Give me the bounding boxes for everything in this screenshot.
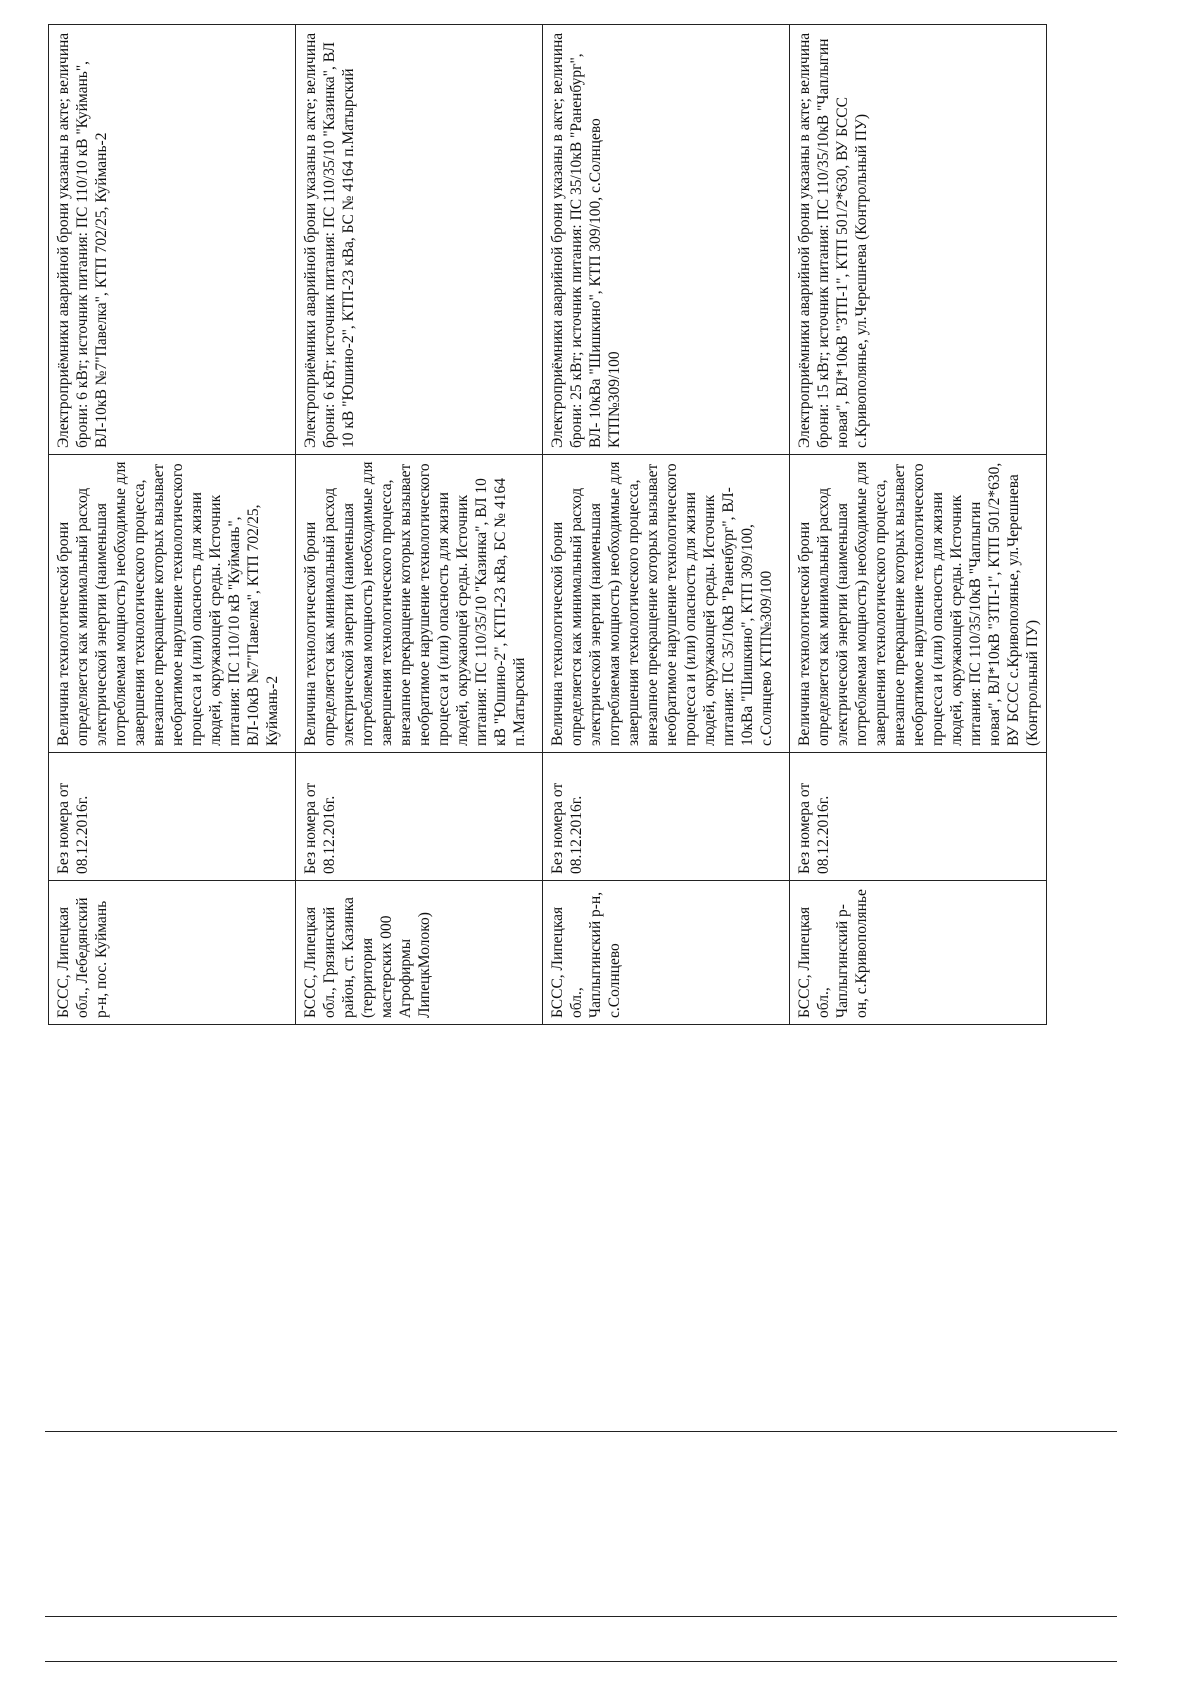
page-rule bbox=[45, 1431, 1117, 1432]
emergency-reserve-cell: Электроприёмники аварийной брони указаны в акте; величина брони: 25 кВт; источник питания: ПС 35/10кВ "Раненбург", ВЛ- 10кВа "Шишкино", КТП 309/100, с.Солнцево КТП№309/100 bbox=[543, 25, 790, 455]
address-cell: БССС, Липецкая обл., Чаплыгинский р-н, с.Солнцево bbox=[543, 881, 790, 1025]
emergency-reserve-cell: Электроприёмники аварийной брони указаны в акте; величина брони: 15 кВт; источник питания: ПС 110/35/10кВ "Чаплыгин новая", ВЛ*10кВ "ЗТП-1", КТП 501/2*630, ВУ БССС с.Кривополянье, ул.Черешнева (Контрольный ПУ) bbox=[790, 25, 1047, 455]
tech-reserve-cell: Величина технологической брони определяется как минимальный расход электрической энергии (наименьшая потребляемая мощность) необходимые для завершения технологического процесса, внезапное прекращение которых вызывает необратимое нарушение технологического процесса и (или) опасность для жизни людей, окружающей среды. Источник питания: ПС 35/10кВ "Раненбург", ВЛ- 10кВа "Шишкино", КТП 309/100, с.Солнцево КТП№309/100 bbox=[543, 455, 790, 753]
table-row bbox=[790, 25, 1047, 1025]
reserve-table bbox=[48, 24, 1047, 1025]
page-rule bbox=[45, 1616, 1117, 1617]
table-row bbox=[49, 25, 296, 1025]
table-row bbox=[296, 25, 543, 1025]
emergency-reserve-cell: Электроприёмники аварийной брони указаны в акте; величина брони: 6 кВт; источник питания: ПС 110/10 кВ "Куймань", ВЛ-10кВ №7"Павелка", КТП 702/25, Куймань-2 bbox=[49, 25, 296, 455]
address-cell: БССС, Липецкая обл., Грязинский район, ст. Казинка (территория мастерских 000 Агрофирмы ЛипецкМолоко) bbox=[296, 881, 543, 1025]
table-row bbox=[543, 25, 790, 1025]
tech-reserve-cell: Величина технологической брони определяется как минимальный расход электрической энергии (наименьшая потребляемая мощность) необходимые для завершения технологического процесса, внезапное прекращение которых вызывает необратимое нарушение технологического процесса и (или) опасность для жизни людей, окружающей среды. Источник питания: ПС 110/35/10 "Казинка", ВЛ 10 кВ "Юшино-2", КТП-23 кВа, БС № 4164 п.Матырский bbox=[296, 455, 543, 753]
emergency-reserve-cell: Электроприёмники аварийной брони указаны в акте; величина брони: 6 кВт; источник питания: ПС 110/35/10 "Казинка", ВЛ 10 кВ "Юшино-2", КТП-23 кВа, БС № 4164 п.Матырский bbox=[296, 25, 543, 455]
document-cell: Без номера от 08.12.2016г. bbox=[296, 753, 543, 881]
document-cell: Без номера от 08.12.2016г. bbox=[790, 753, 1047, 881]
tech-reserve-cell: Величина технологической брони определяется как минимальный расход электрической энергии (наименьшая потребляемая мощность) необходимые для завершения технологического процесса, внезапное прекращение которых вызывает необратимое нарушение технологического процесса и (или) опасность для жизни людей, окружающей среды. Источник питания: ПС 110/10 кВ "Куймань", ВЛ-10кВ №7"Павелка", КТП 702/25, Куймань-2 bbox=[49, 455, 296, 753]
address-cell: БССС, Липецкая обл., Лебедянский р-н, пос. Куймань bbox=[49, 881, 296, 1025]
page-rule bbox=[45, 1661, 1117, 1662]
document-cell: Без номера от 08.12.2016г. bbox=[543, 753, 790, 881]
tech-reserve-cell: Величина технологической брони определяется как минимальный расход электрической энергии (наименьшая потребляемая мощность) необходимые для завершения технологического процесса, внезапное прекращение которых вызывает необратимое нарушение технологического процесса и (или) опасность для жизни людей, окружающей среды. Источник питания: ПС 110/35/10кВ "Чаплыгин новая", ВЛ*10кВ "ЗТП-1", КТП 501/2*630, ВУ БССС с.Кривополянье, ул.Черешнева (Контрольный ПУ) bbox=[790, 455, 1047, 753]
document-cell: Без номера от 08.12.2016г. bbox=[49, 753, 296, 881]
address-cell: БССС, Липецкая обл., Чаплыгинский р-он, с.Кривополянье bbox=[790, 881, 1047, 1025]
